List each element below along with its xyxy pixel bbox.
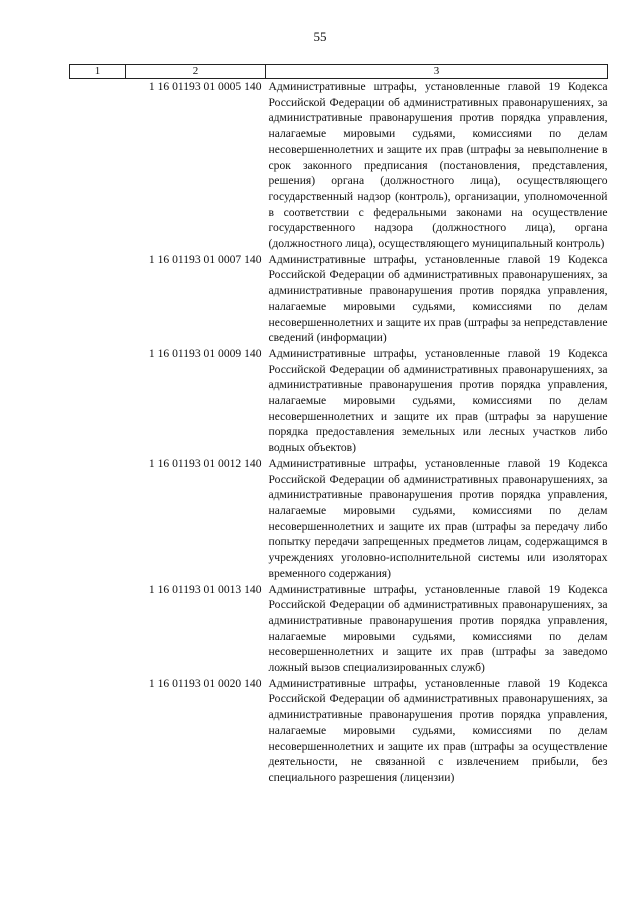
table-row (70, 582, 608, 676)
classification-code: 1 16 01193 01 0009 140 (148, 346, 262, 360)
column-header-1: 1 (70, 65, 126, 79)
code-description: Административные штрафы, установленные главой 19 Кодекса Российской Федерации об административных правонарушениях, за административные правонарушения против порядка управления, налагаемые мировыми судьями, комиссиями по делам несовершеннолетних и защите их прав (штрафы за невыполнение в срок законного предписания (постановления, представления, решения) органа (должностного лица), осуществляющего государственный надзор (контроль), организации, уполномоченной в соответствии с федеральными законами на осуществление государственного надзора (должностного лица), органа (должностного лица), осуществляющего муниципальный контроль) (268, 80, 608, 251)
empty-cell (70, 346, 126, 456)
column-header-3: 3 (266, 65, 608, 79)
empty-cell (70, 582, 126, 676)
table-row (70, 79, 608, 252)
table-row (70, 346, 608, 456)
code-description: Административные штрафы, установленные главой 19 Кодекса Российской Федерации об административных правонарушениях, за административные правонарушения против порядка управления, налагаемые мировыми судьями, комиссиями по делам несовершеннолетних и защите их прав (штрафы за передачу либо попытку передачи запрещенных предметов лицам, содержащимся в учреждениях уголовно-исполнительной системы или изоляторах временного содержания) (268, 456, 608, 580)
classification-code: 1 16 01193 01 0012 140 (148, 456, 262, 470)
table-row (70, 456, 608, 582)
code-description: Административные штрафы, установленные главой 19 Кодекса Российской Федерации об административных правонарушениях, за административные правонарушения против порядка управления, налагаемые мировыми судьями, комиссиями по делам несовершеннолетних и защите их прав (штрафы за нарушение порядка предоставления земельных или лесных участков либо водных объектов) (268, 346, 608, 455)
empty-cell (70, 252, 126, 346)
budget-codes-table (69, 64, 608, 786)
table-header-row (70, 65, 608, 79)
classification-code: 1 16 01193 01 0007 140 (148, 252, 262, 266)
table-row (70, 676, 608, 786)
classification-code: 1 16 01193 01 0020 140 (148, 676, 262, 690)
classification-code: 1 16 01193 01 0005 140 (148, 80, 262, 93)
empty-cell (70, 456, 126, 582)
page-number: 55 (313, 29, 327, 44)
table-row (70, 252, 608, 346)
classification-code: 1 16 01193 01 0013 140 (148, 582, 262, 596)
empty-cell (70, 676, 126, 786)
code-description: Административные штрафы, установленные главой 19 Кодекса Российской Федерации об административных правонарушениях, за административные правонарушения против порядка управления, налагаемые мировыми судьями, комиссиями по делам несовершеннолетних и защите их прав (штрафы за заведомо ложный вызов специализированных служб) (268, 582, 608, 675)
empty-cell (70, 79, 126, 252)
code-description: Административные штрафы, установленные главой 19 Кодекса Российской Федерации об административных правонарушениях, за административные правонарушения против порядка управления, налагаемые мировыми судьями, комиссиями по делам несовершеннолетних и защите их прав (штрафы за непредставление сведений (информации) (268, 252, 608, 345)
code-description: Административные штрафы, установленные главой 19 Кодекса Российской Федерации об административных правонарушениях, за административные правонарушения против порядка управления, налагаемые мировыми судьями, комиссиями по делам несовершеннолетних и защите их прав (штрафы за осуществление деятельности, не связанной с извлечением прибыли, без специального разрешения (лицензии) (268, 676, 608, 784)
column-header-2: 2 (126, 65, 266, 79)
